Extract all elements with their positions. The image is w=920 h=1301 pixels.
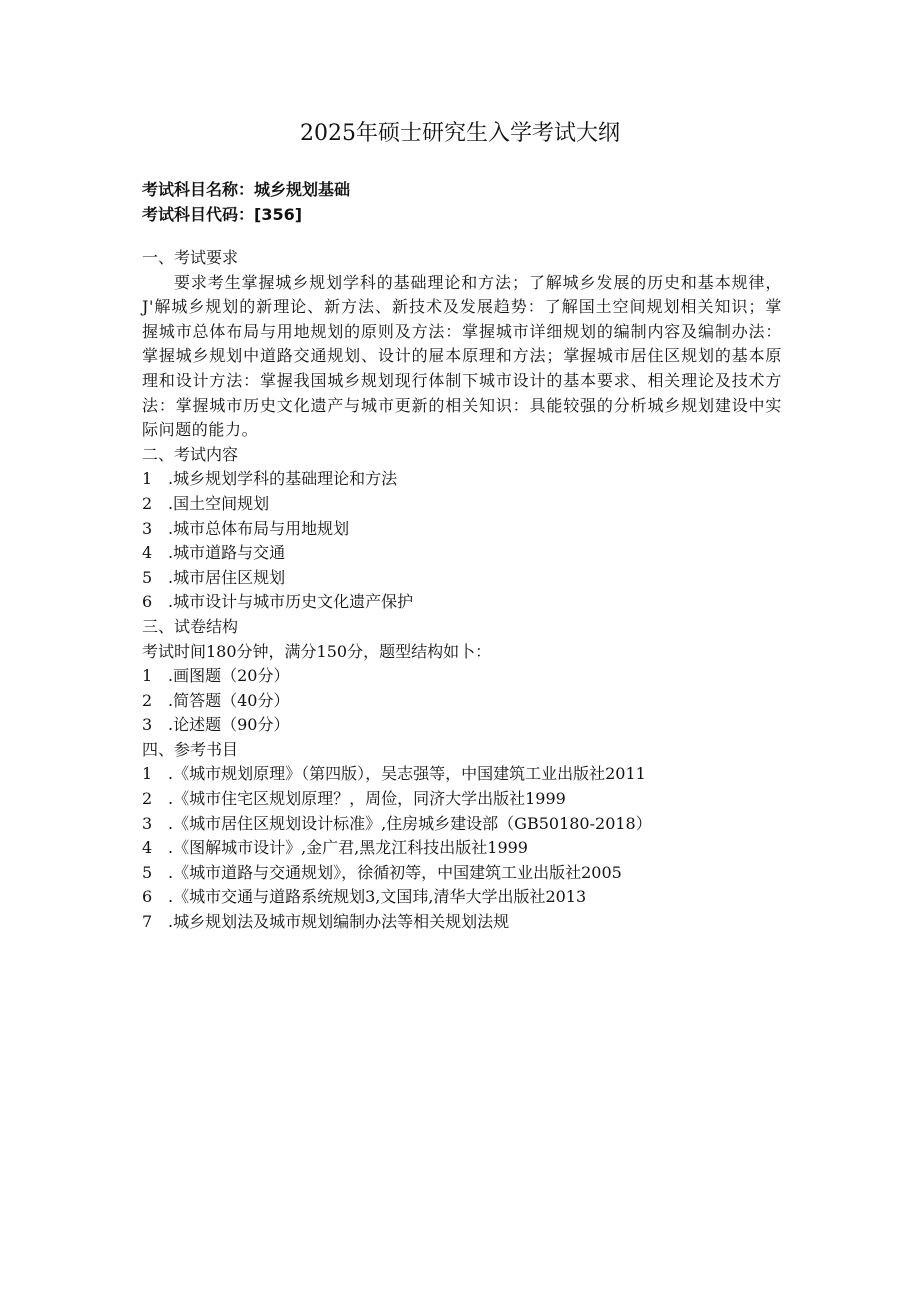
list-item: 4 .《图解城市设计》,金广君,黑龙江科技出版社1999: [142, 838, 528, 858]
list-item: 7 .城乡规划法及城市规划编制办法等相关规划法规: [142, 912, 510, 932]
section-heading-references: 四、参考书目: [142, 739, 239, 759]
requirements-paragraph: 要求考生掌握城乡规划学科的基础理论和方法；了解城乡发展的历史和基本规律，J'解城乡规划的新理论、新方法、新技术及发展趋势：了解国土空间规划相关知识；掌握城市总体布局与用地规划的原则及方法：掌握城市详细规划的编制内容及编制办法：掌握城乡规划中道路交通规划、设计的屉本原理和方法；掌握城市居住区规划的基本原理和设计方法：掌握我国城乡规划现行体制下城市设计的基本要求、相关理论及技术方法：掌握城市历史文化遗产与城市更新的相关知识：具能较强的分析城乡规划建设中实际问题的能力。: [142, 272, 782, 440]
document-body: [142, 246, 782, 935]
section-heading-structure: 三、试卷结构: [142, 616, 239, 636]
list-item: 3 .《城市居住区规划设计标准》,住房城乡建设部（GB50180-2018）: [142, 813, 652, 833]
list-item: 1 .画图题（20分）: [142, 666, 290, 686]
list-item: 3 .论述题（90分）: [142, 715, 290, 735]
list-item: 3 .城市总体布局与用地规划: [142, 518, 350, 538]
list-item: 2 .《城市住宅区规划原理？，周俭，同济大学出版社1999: [142, 789, 566, 809]
structure-intro: 考试时间180分钟，满分150分，题型结构如卜：: [142, 641, 492, 661]
section-heading-requirements: 一、考试要求: [142, 248, 239, 267]
subject-name-line: 考试科目名称：城乡规划基础: [142, 180, 351, 199]
list-item: 2 .国土空间规划: [142, 493, 270, 513]
list-item: 5 .《城市道路与交通规划》，徐循初等，中国建筑工业出版社2005: [142, 862, 622, 882]
list-item: 6 .城市设计与城市历史文化遗产保护: [142, 592, 414, 612]
list-item: 1 .城乡规划学科的基础理论和方法: [142, 469, 398, 489]
section-heading-content: 二、考试内容: [142, 444, 239, 464]
list-item: 4 .城市道路与交通: [142, 543, 286, 563]
list-item: 5 .城市居住区规划: [142, 567, 286, 587]
document-title: 2025年硕士研究生入学考试大纲: [300, 121, 620, 146]
list-item: 1 .《城市规划原理》（第四版），吴志强等，中国建筑工业出版社2011: [142, 764, 646, 784]
list-item: 2 .简答题（40分）: [142, 690, 290, 710]
subject-info: [142, 177, 742, 227]
subject-code-line: 考试科目代码：[356]: [142, 205, 303, 224]
list-item: 6 .《城市交通与道路系统规划3,文国玮,清华大学出版社2013: [142, 887, 587, 907]
